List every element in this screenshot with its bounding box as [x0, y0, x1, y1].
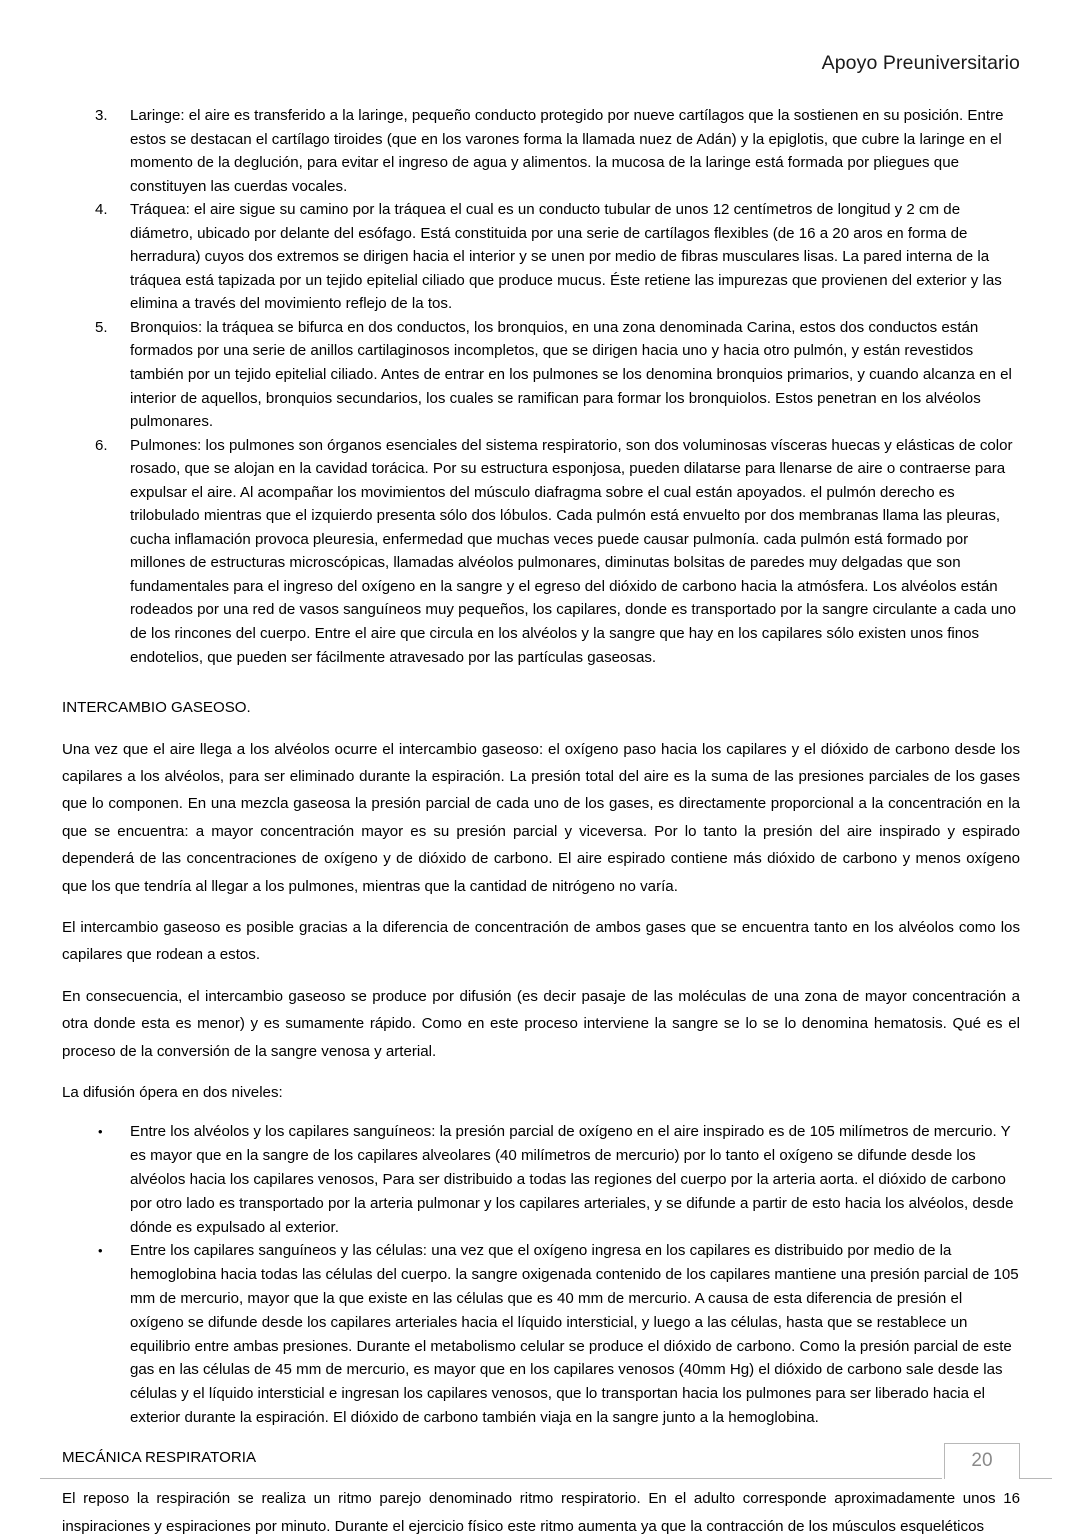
page-footer — [0, 1417, 1080, 1527]
page-number: 20 — [971, 1450, 993, 1471]
spacer — [62, 1065, 1020, 1079]
spacer — [62, 1106, 1020, 1120]
paragraph-intercambio-2: El intercambio gaseoso es posible gracias a la diferencia de concentración de ambos gases que se encuentra tanto en los alvéolos como los capilares que rodean a estos. — [62, 918, 1020, 964]
list-item-text: Pulmones: los pulmones son órganos esenciales del sistema respiratorio, son dos voluminosas vísceras huecas y elásticas de color rosado, que se alojan en la cavidad torácica. Por su estructura esponjosa, pueden dilatarse para llenarse de aire o contraerse para expulsar el aire. Al acompañar los movimientos del músculo diafragma sobre el cual están apoyados. el pulmón derecho es trilobulado mientras que el izquierdo presenta sólo dos lóbulos. Cada pulmón está envuelto por dos membranas llama las pleuras, cucha inflamación provoca pleuresia, enfermedad que muchas veces puede causar pulmonía. cada pulmón está formado por millones de estructuras microscópicas, llamadas alvéolos pulmonares, diminutas bolsitas de paredes muy delgadas que son fundamentales para el ingreso del oxígeno en la sangre y el egreso del dióxido de carbono hacia la atmósfera. Los alvéolos están rodeados por una red de vasos sanguíneos muy pequeños, los capilares, donde es transportado por la sangre circulante a cada uno de los rincones del cuerpo. Entre el aire que circula en los alvéolos y la sangre que hay en los capilares sólo existen unos finos endotelios, que pueden ser fácilmente atravesado por las partículas gaseosas. — [130, 436, 1017, 666]
page-number-box — [944, 1443, 1020, 1479]
list-item-number: 3. — [95, 107, 108, 124]
footer-divider-right — [1020, 1478, 1052, 1479]
list-item — [62, 104, 1020, 198]
paragraph-intercambio-3: En consecuencia, el intercambio gaseoso se produce por difusión (es decir pasaje de las moléculas de una zona de mayor concentración a otra donde esta es menor) y es sumamente rápido. Como en este proceso interviene la sangre se lo se lo denomina hematosis. Qué es el proceso de la conversión de la sangre venosa y arterial. — [62, 987, 1020, 1060]
list-item-text: Laringe: el aire es transferido a la laringe, pequeño conducto protegido por nueve cartílagos que la sostienen en su posición. Entre estos se destacan el cartílago tiroides (que en los varones forma la llamada nuez de Adán) y la epiglotis, que cubre la laringe en el momento de la deglución, para evitar el ingreso de agua y alimentos. la mucosa de la laringe está formada por pliegues que constituyen las cuerdas vocales. — [130, 107, 1004, 195]
header-title: Apoyo Preuniversitario — [821, 52, 1020, 74]
list-item-number: 4. — [95, 201, 108, 219]
list-item-text: Entre los alvéolos y los capilares sanguíneos: la presión parcial de oxígeno en el aire inspirado es de 105 milímetros de mercurio. Y es mayor que en la sangre de los capilares alveolares (40 milímetros de mercurio) por lo tanto el oxígeno se difunde desde los alvéolos hacia los capilares venosos, Para ser distribuido a todas las regiones del cuerpo por la arteria aorta. el dióxido de carbono por otro lado es transportado por la arteria pulmonar y los capilares arteriales, y se difunde a partir de esto hacia los alvéolos, desde dónde es expulsado al exterior. — [130, 1123, 1014, 1236]
bullet-icon: • — [98, 1243, 103, 1259]
spacer — [62, 900, 1020, 914]
document-body — [62, 104, 1020, 1540]
paragraph-difusion-intro: La difusión ópera en dos niveles: — [62, 1084, 283, 1101]
numbered-list — [62, 104, 1020, 669]
section-heading-mecanica-respiratoria: MECÁNICA RESPIRATORIA — [62, 1448, 257, 1466]
list-item — [62, 316, 1020, 434]
paragraph-intercambio-1: Una vez que el aire llega a los alvéolos ocurre el intercambio gaseoso: el oxígeno paso hacia los capilares y el dióxido de carbono desde los capilares a los alvéolos, para ser eliminado durante la espiración. La presión total del aire es la suma de las presiones parciales de los gases que lo componen. En una mezcla gaseosa la presión parcial de cada uno de los gases, es directamente proporcional a la concentración en la que se encuentra: a mayor concentración mayor es su presión parcial y viceversa. Por lo tanto la presión del aire inspirado y espirado dependerá de las concentraciones de oxígeno y de dióxido de carbono. El aire espirado contiene más dióxido de carbono y menos oxígeno que los que tendría al llegar a los pulmones, mientras que la cantidad de nitrógeno no varía. — [62, 740, 1020, 895]
list-item-number: 6. — [95, 436, 108, 454]
page-header — [62, 52, 1020, 75]
spacer — [62, 669, 1020, 694]
list-item — [62, 434, 1020, 669]
list-item — [62, 1239, 1020, 1429]
list-item — [62, 198, 1020, 316]
list-item-text: Bronquios: la tráquea se bifurca en dos conductos, los bronquios, en una zona denominada Carina, estos dos conductos están formados por una serie de anillos cartilaginosos incompletos, que se dirigen hacia uno y hacia otro pulmón, y están revestidos también por un tejido epitelial ciliado. Antes de entrar en los pulmones se los denomina bronquios primarios, y cuando alcanza en el interior de aquellos, bronquios secundarios, los cuales se ramifican para formar los bronquiolos. Estos penetran en los alvéolos pulmonares. — [130, 318, 1012, 431]
section-heading-intercambio-gaseoso: INTERCAMBIO GASEOSO. — [62, 699, 251, 717]
list-item-text: Entre los capilares sanguíneos y las células: una vez que el oxígeno ingresa en los capilares es distribuido por medio de la hemoglobina hacia todas las células del cuerpo. la sangre oxigenada contenido de los capilares mantiene una presión parcial de 105 mm de mercurio, mayor que la que existe en las células que es 40 mm de mercurio. A causa de esta diferencia de presión el oxígeno se difunde desde los capilares arteriales hacia el líquido intersticial, y luego a las células, hasta que se restablece un equilibrio entre ambas presiones. Durante el metabolismo celular se produce el dióxido de carbono. Como la presión parcial de este gas en las células de 45 mm de mercurio, es mayor que en los capilares venosos (40mm Hg) el dióxido de carbono sale desde las células y el líquido intersticial e ingresan los capilares venosos, que lo transportan hacia los pulmones para ser liberado hacia el exterior durante la espiración. El dióxido de carbono también viaja en la sangre junto a la hemoglobina. — [130, 1242, 1019, 1426]
spacer — [62, 969, 1020, 983]
footer-divider-left — [40, 1478, 942, 1479]
list-item-number: 5. — [95, 318, 108, 336]
spacer — [62, 722, 1020, 736]
bullet-icon: • — [98, 1124, 103, 1140]
list-item-text: Tráquea: el aire sigue su camino por la tráquea el cual es un conducto tubular de unos 12 centímetros de longitud y 2 cm de diámetro, ubicado por delante del esófago. Está constituida por una serie de cartílagos flexibles (de 16 a 20 aros en forma de herradura) cuyos dos extremos se dirigen hacia el interior y se unen por medio de fibras musculares lisas. La pared interna de la tráquea está tapizada por un tejido epitelial ciliado que produce mucus. Éste retiene las impurezas que provienen del exterior y las elimina a través del movimiento reflejo de la tos. — [130, 201, 1002, 313]
paragraph-mecanica-1: El reposo la respiración se realiza un ritmo parejo denominado ritmo respiratorio. En el adulto corresponde aproximadamente unos 16 inspiraciones y espiraciones por minuto. Durante el ejercicio físico este ritmo aumenta ya que la contracción de los músculos esqueléticos — [62, 1490, 1020, 1535]
list-item — [62, 1120, 1020, 1239]
bulleted-list — [62, 1120, 1020, 1429]
